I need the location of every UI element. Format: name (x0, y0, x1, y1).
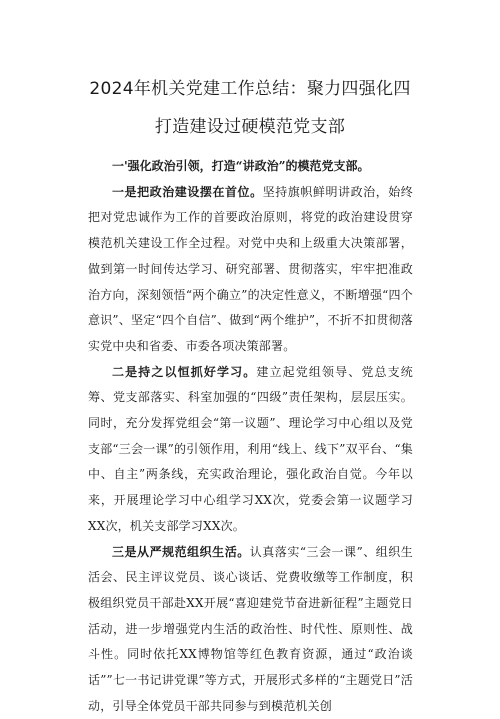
paragraph-2-text: 建立起党组领导、党总支统筹、党支部落实、科室加强的“四级”责任架构，层层压实。同时，充分发挥党组会“第一议题”、理论学习中心组以及党支部“三会一课”的引领作用，利用“线上、线下”双平台、“集中、自主”两条线，充实政治理论，强化政治自觉。今年以来，开展理论学习中心组学习XX次，党委会第一议题学习XX次，机关支部学习XX次。 (88, 364, 414, 533)
paragraph-3 (88, 540, 413, 719)
paragraph-3-text: 认真落实“三会一课”、组织生活会、民主评议党员、谈心谈话、党费收缴等工作制度，积极组织党员干部赴XX开展“喜迎建党节奋进新征程”主题党日活动，进一步增强党内生活的政治性、时代性、原则性、战斗性。同时依托XX博物馆等红色教育资源，通过“政治谈话””七一书记讲党课”等方式，开展形式多样的“主题党日”活动，引导全体党员干部共同参与到模范机关创 (88, 544, 414, 713)
paragraph-2 (88, 360, 413, 540)
paragraph-1 (88, 180, 413, 360)
document-title-line-2: 打造建设过硬模范党支部 (154, 117, 346, 137)
paragraph-2-lead: 二是持之以恒抓好学习。 (112, 364, 257, 379)
document-title-line-1: 2024年机关党建工作总结：聚力四强化四 (89, 79, 411, 99)
paragraph-1-text: 坚持旗帜鲜明讲政治，始终把对党忠诚作为工作的首要政治原则，将党的政治建设贯穿模范机关建设工作全过程。对党中央和上级重大决策部署，做到第一时间传达学习、研究部署、贯彻落实，牢牢把准政治方向，深刻领悟“两个确立”的决定性意义，不断增强“四个意识”、坚定“四个自信”、做到“两个维护”，不折不扣贯彻落实党中央和省委、市委各项决策部署。 (88, 184, 414, 353)
paragraph-3-lead: 三是从严规范组织生活。 (112, 544, 250, 559)
document-body (88, 154, 413, 719)
paragraph-1-lead: 一是把政治建设摆在首位。 (112, 184, 263, 199)
section-heading: 一'强化政治引领，打造“讲政治”的模范党支部。 (112, 159, 370, 173)
